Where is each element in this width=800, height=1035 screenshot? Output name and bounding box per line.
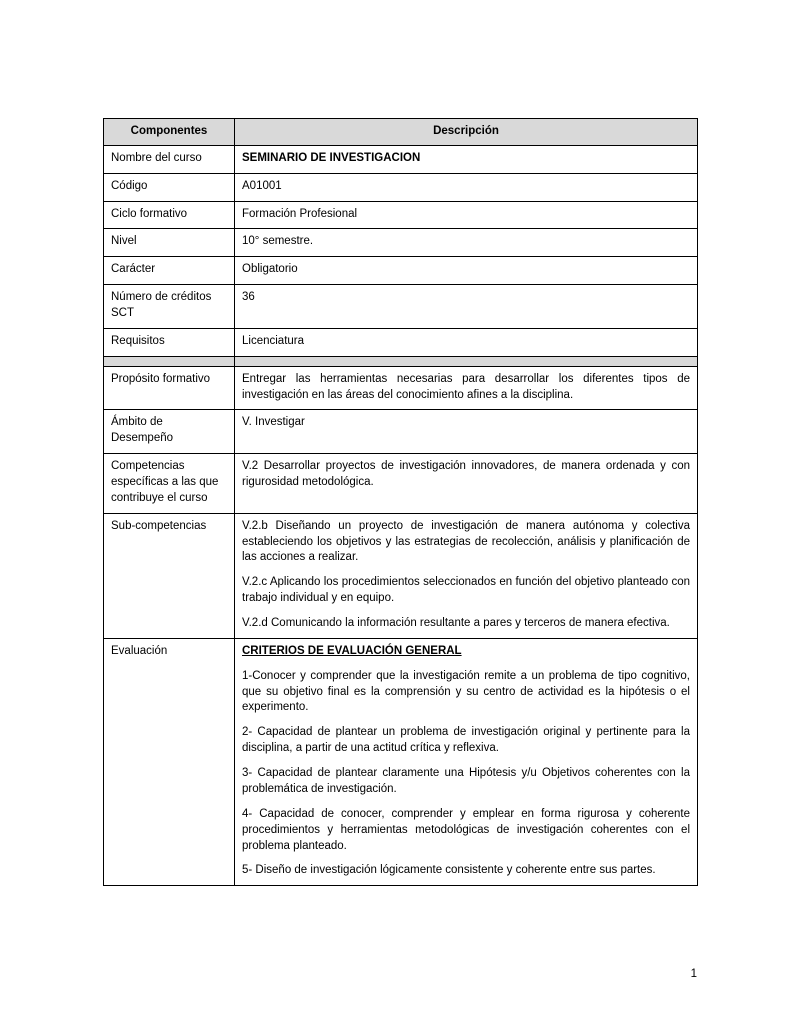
evaluacion-criterion: 4- Capacidad de conocer, comprender y emplear en forma rigurosa y coherente procedimientos y herramientas metodológicas de investigación coherentes con el problema planteado. — [242, 807, 690, 852]
row-label-proposito-formativo: Propósito formativo — [104, 366, 235, 410]
evaluacion-criterion: 1-Conocer y comprender que la investigación remite a un problema de tipo cognitivo, que su objetivo final es la comprensión y su centro de actividad es la hipótesis o el experimento. — [242, 669, 690, 714]
row-label-codigo: Código — [104, 173, 235, 201]
row-value-creditos-sct: 36 — [235, 285, 698, 329]
table-row — [104, 454, 698, 514]
header-componentes: Componentes — [104, 119, 235, 146]
row-label-evaluacion: Evaluación — [104, 638, 235, 885]
row-label-creditos-sct: Número de créditos SCT — [104, 285, 235, 329]
table-row — [104, 328, 698, 356]
row-value-competencias-especificas: V.2 Desarrollar proyectos de investigación innovadores, de manera ordenada y con rigurosidad metodológica. — [235, 454, 698, 514]
row-label-requisitos: Requisitos — [104, 328, 235, 356]
table-row — [104, 366, 698, 410]
row-label-competencias-especificas: Competencias específicas a las que contribuye el curso — [104, 454, 235, 514]
sub-competencia-item: V.2.b Diseñando un proyecto de investigación de manera autónoma y colectiva estableciendo los objetivos y las estrategias de recolección, análisis y planificación de las acciones a realizar. — [242, 519, 690, 564]
evaluacion-criterion: 2- Capacidad de plantear un problema de investigación original y pertinente para la disciplina, a partir de una actitud crítica y reflexiva. — [242, 726, 690, 755]
spacer-cell-left — [104, 356, 235, 366]
row-label-caracter: Carácter — [104, 257, 235, 285]
row-value-nivel: 10° semestre. — [235, 229, 698, 257]
row-value-caracter: Obligatorio — [235, 257, 698, 285]
sub-competencia-item: V.2.c Aplicando los procedimientos seleccionados en función del objetivo planteado con trabajo individual y en equipo. — [242, 576, 690, 605]
page-number: 1 — [690, 968, 697, 980]
sub-competencia-item: V.2.d Comunicando la información resultante a pares y terceros de manera efectiva. — [242, 617, 670, 630]
row-label-nombre-curso: Nombre del curso — [104, 145, 235, 173]
table-row — [104, 173, 698, 201]
row-label-ambito-desempeno: Ámbito de Desempeño — [104, 410, 235, 454]
table-row — [104, 145, 698, 173]
row-value-proposito-formativo: Entregar las herramientas necesarias para desarrollar los diferentes tipos de investigación en las áreas del conocimiento afines a la disciplina. — [235, 366, 698, 410]
spacer-cell-right — [235, 356, 698, 366]
table-spacer-row — [104, 356, 698, 366]
table-header-row — [104, 119, 698, 146]
row-label-nivel: Nivel — [104, 229, 235, 257]
table-row — [104, 285, 698, 329]
row-value-requisitos: Licenciatura — [235, 328, 698, 356]
table-row — [104, 410, 698, 454]
row-value-sub-competencias — [235, 513, 698, 638]
row-label-ciclo-formativo: Ciclo formativo — [104, 201, 235, 229]
table-row — [104, 257, 698, 285]
evaluacion-criterion: 3- Capacidad de plantear claramente una Hipótesis y/u Objetivos coherentes con la problemática de investigación. — [242, 767, 690, 795]
table-row — [104, 513, 698, 638]
row-value-nombre-curso: SEMINARIO DE INVESTIGACION — [235, 145, 698, 173]
header-descripcion: Descripción — [235, 119, 698, 146]
row-value-codigo: A01001 — [235, 173, 698, 201]
evaluacion-criterion: 5- Diseño de investigación lógicamente consistente y coherente entre sus partes. — [242, 864, 656, 877]
table-row — [104, 201, 698, 229]
table-row — [104, 229, 698, 257]
row-value-ambito-desempeno: V. Investigar — [235, 410, 698, 454]
row-value-ciclo-formativo: Formación Profesional — [235, 201, 698, 229]
row-label-sub-competencias: Sub-competencias — [104, 513, 235, 638]
course-syllabus-table — [103, 118, 698, 886]
table-row — [104, 638, 698, 885]
evaluacion-title: CRITERIOS DE EVALUACIÓN GENERAL — [242, 644, 462, 657]
row-value-evaluacion — [235, 638, 698, 885]
